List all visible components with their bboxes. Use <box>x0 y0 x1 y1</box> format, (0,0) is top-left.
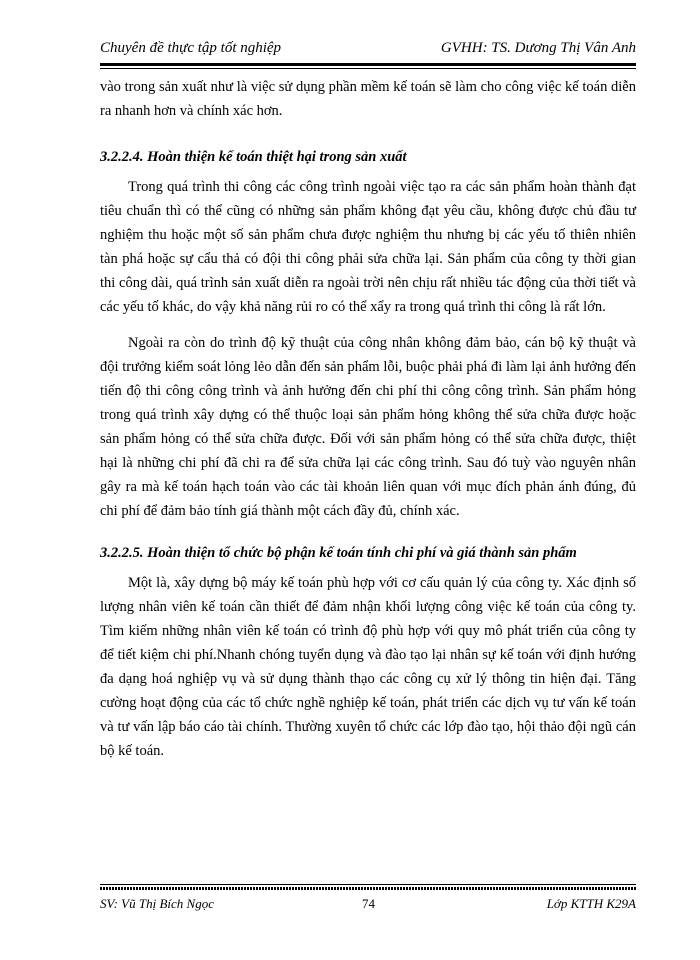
paragraph-intro: vào trong sản xuất như là việc sử dụng phần mềm kế toán sẽ làm cho công việc kế toán diễn ra nhanh hơn và chính xác hơn. <box>100 79 636 119</box>
footer-student: SV: Vũ Thị Bích Ngọc <box>100 896 214 911</box>
header-rule-thick <box>100 63 636 66</box>
header-rule-thin <box>100 68 636 69</box>
header-title: Chuyên đề thực tập tốt nghiệp <box>100 40 282 56</box>
page-footer <box>100 894 636 916</box>
page-number: 74 <box>362 896 375 911</box>
footer-rule-hatched <box>100 887 636 890</box>
section-heading-3-2-2-5: 3.2.2.5. Hoàn thiện tổ chức bộ phận kế toán tính chi phí và giá thành sản phẩm <box>100 545 577 561</box>
paragraph-organization: Một là, xây dựng bộ máy kế toán phù hợp với cơ cấu quản lý của công ty. Xác định số lượng nhân viên kế toán cần thiết để đảm nhận khối lượng công việc kế toán của công ty. Tìm kiếm những nhân viên kế toán có trình độ phù hợp với quy mô phát triển của công ty để tiết kiệm chi phí.Nhanh chóng tuyển dụng và đào tạo lại nhân sự kế toán với định hướng đa dạng hoá nghiệp vụ và sử dụng thành thạo các công cụ xử lý thông tin hiện đại. Tăng cường hoạt động của các tổ chức nghề nghiệp kế toán, phát triển các dịch vụ tư vấn kế toán và tư vấn lập báo cáo tài chính. Thường xuyên tổ chức các lớp đào tạo, hội thảo đội ngũ cán bộ kế toán. <box>100 575 636 759</box>
footer-class: Lớp KTTH K29A <box>546 896 636 911</box>
page-body <box>100 75 636 763</box>
footer-rule-thin <box>100 884 636 885</box>
section-heading-3-2-2-4: 3.2.2.4. Hoàn thiện kế toán thiệt hại trong sản xuất <box>100 149 407 165</box>
page-header <box>100 38 636 62</box>
paragraph-damage-1: Trong quá trình thi công các công trình ngoài việc tạo ra các sản phẩm hoàn thành đạt tiêu chuẩn thì có thể cũng có những sản phẩm không đạt yêu cầu, không được chủ đầu tư nghiệm thu hoặc một số sản phẩm chưa được nghiệm thu nhưng bị các yếu tố thiên nhiên tàn phá hoặc sự cẩu thả có đội thi công phải sửa chữa lại. Sản phẩm của công ty thời gian thi công dài, quá trình sản xuất diễn ra ngoài trời nên chịu rất nhiều tác động của thời tiết và các yếu tố khác, do vậy khả năng rủi ro có thể xẩy ra trong quá trình thi công là rất lớn. <box>100 179 636 315</box>
header-advisor: GVHH: TS. Dương Thị Vân Anh <box>440 40 636 56</box>
paragraph-damage-2: Ngoài ra còn do trình độ kỹ thuật của công nhân không đảm bảo, cán bộ kỹ thuật và đội trưởng kiểm soát lỏng lẻo dẫn đến sản phẩm lỗi, buộc phải phá đi làm lại ảnh hưởng đến tiến độ thi công công trình và ảnh hưởng đến chi phí thi công công trình. Sản phẩm hỏng trong quá trình xây dựng có thể thuộc loại sản phẩm hỏng không thể sửa chữa được hoặc sản phẩm hỏng có thể sửa chữa được. Đối với sản phẩm hỏng có thể sửa chữa được, thiệt hại là những chi phí đã chi ra để sửa chữa lại các công trình. Sau đó tuỳ vào nguyên nhân gây ra mà kế toán hạch toán vào các tài khoản liên quan với mục đích phản ánh đúng, đủ chi phí để đảm bảo tính giá thành một cách đầy đủ, chính xác. <box>100 335 636 519</box>
